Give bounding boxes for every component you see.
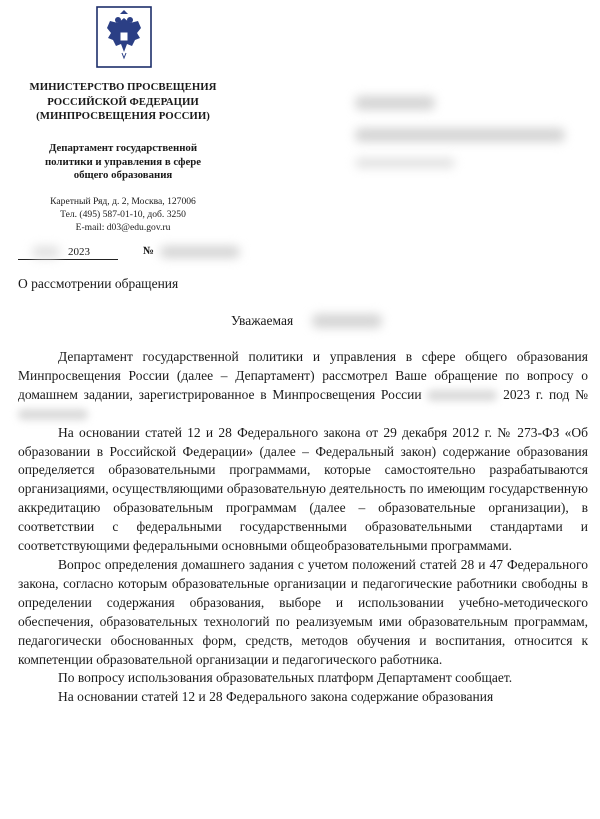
registration-date: 2023 (68, 246, 90, 258)
paragraph-4: По вопросу использования образовательных платформ Департамент сообщает. (58, 670, 513, 686)
email-address: E-mail: d03@edu.gov.ru (75, 221, 171, 233)
ministry-line-2: РОССИЙСКОЙ ФЕДЕРАЦИИ (47, 95, 199, 108)
coat-of-arms-emblem (96, 6, 152, 68)
department-header (18, 142, 228, 183)
department-line-3: общего образования (73, 169, 173, 181)
redacted-day (32, 246, 60, 258)
date-underline (18, 259, 118, 260)
phone-number: Тел. (495) 587-01-10, доб. 3250 (60, 208, 186, 220)
redacted-date (427, 390, 497, 401)
greeting-text: Уважаемая (231, 313, 294, 328)
paragraph-3: Вопрос определения домашнего задания с учетом положений статей 28 и 47 Федерального закона, согласно которым образовательные организации и педагогические работники свободны в определении содержания образования, выборе и использовании учебно-методического обеспечения, образовательных технологий по реализуемым ими образовательным программам, педагогически обоснованных форм, средств, методов обучения и воспитания, относится к компетенции образовательной организации и педагогического работника. (18, 556, 588, 667)
paragraph-1-date-text: 2023 г. под № (503, 386, 589, 402)
paragraph-1 (18, 348, 588, 424)
redacted-recipient-line-2 (355, 128, 565, 142)
redacted-registration-number (160, 246, 240, 258)
greeting (231, 313, 293, 329)
ministry-line-1: МИНИСТЕРСТВО ПРОСВЕЩЕНИЯ (29, 81, 217, 93)
paragraph-5: На основании статей 12 и 28 Федерального закона содержание образования (58, 689, 494, 705)
contact-block (18, 196, 228, 234)
postal-address: Каретный Ряд, д. 2, Москва, 127006 (50, 196, 196, 207)
ministry-header (18, 80, 228, 124)
department-line-2: политики и управления в сфере (44, 155, 202, 168)
paragraph-1-text: Департамент государственной политики и управления в сфере общего образования Минпросвещения России (далее – Департамент) рассмотрел Ваше обращение по вопросу о домашнем задании, зарегистрированное в Минпросвещения России (18, 349, 588, 402)
redacted-recipient-line-1 (355, 96, 435, 110)
registration-line (18, 246, 238, 260)
paragraph-2: На основании статей 12 и 28 Федерального закона от 29 декабря 2012 г. № 273-ФЗ «Об образовании в Российской Федерации» (далее – Федеральный закон) содержание образования определяется образовательными программами, которые самостоятельно разрабатываются организациями, осуществляющими образовательную деятельность по имеющим государственную аккредитацию образовательным программам (далее – образовательные организации), в соответствии с федеральными государственными образовательными стандартами и соответствующими федеральными основными общеобразовательными программами. (18, 424, 588, 554)
registration-number-sign: № (143, 245, 155, 257)
letter-body (18, 348, 588, 707)
redacted-recipient-line-3 (355, 158, 455, 168)
ministry-line-3: (МИНПРОСВЕЩЕНИЯ РОССИИ) (36, 110, 210, 122)
redacted-addressee-name (312, 314, 382, 328)
letter-subject: О рассмотрении обращения (18, 276, 179, 291)
department-line-1: Департамент государственной (48, 142, 198, 154)
redacted-reference-number (18, 409, 88, 420)
